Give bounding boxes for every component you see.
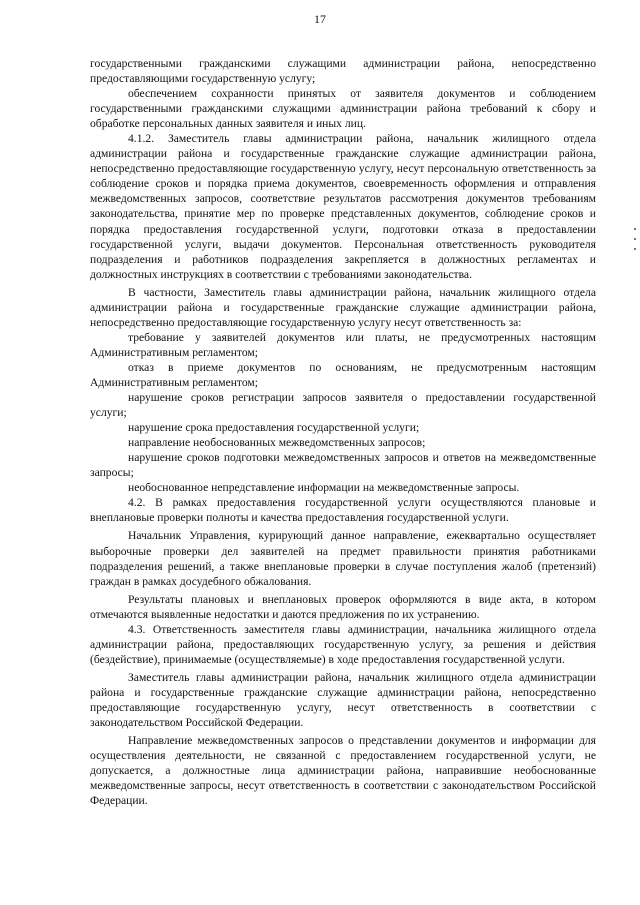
paragraph: 4.3. Ответственность заместителя главы администрации, начальника жилищного отдела администрации района, предоставляющих государственную услугу, за решения и действия (бездействие), принимаемые (осуществляемые) в ходе предоставления государственной услуги. (90, 622, 596, 666)
paragraph: нарушение сроков подготовки межведомственных запросов и ответов на межведомственные запросы; (90, 451, 596, 480)
document-body (90, 56, 596, 808)
paragraph: 4.2. В рамках предоставления государственной услуги осуществляются плановые и внеплановые проверки полноты и качества предоставления государственной услуги. (90, 496, 596, 525)
page-number: 17 (314, 12, 326, 26)
paragraph: отказ в приеме документов по основаниям, не предусмотренным настоящим Административным регламентом; (90, 360, 596, 389)
paragraph: Начальник Управления, курирующий данное направление, ежеквартально осуществляет выборочные проверки дел заявителей на предмет правильности принятия работниками подразделения решений, а также внеплановые проверки в случае поступления жалоб (претензий) граждан в рамках досудебного обжалования. (90, 529, 596, 588)
paragraph: Заместитель главы администрации района, начальник жилищного отдела администрации района и государственные гражданские служащие администрации района, непосредственно предоставляющие государственную услугу, несут ответственность в соответствии с законодательством Российской Федерации. (90, 670, 596, 730)
scan-speck (634, 248, 636, 250)
paragraph: необоснованное непредставление информации на межведомственные запросы. (128, 481, 520, 495)
paragraph: нарушение сроков регистрации запросов заявителя о предоставлении государственной услуги; (90, 391, 596, 420)
paragraph: В частности, Заместитель главы администрации района, начальник жилищного отдела администрации района и государственные гражданские служащие администрации района, непосредственно предоставляющие государственную услугу несут ответственность за: (90, 285, 596, 329)
scan-speck (634, 238, 636, 240)
paragraph: Результаты плановых и внеплановых проверок оформляются в виде акта, в котором отмечаются выявленные недостатки и даются предложения по их устранению. (90, 592, 596, 621)
paragraph: направление необоснованных межведомственных запросов; (128, 436, 426, 450)
paragraph: нарушение срока предоставления государственной услуги; (128, 421, 420, 435)
paragraph: обеспечением сохранности принятых от заявителя документов и соблюдением государственными гражданскими служащими администрации района требований к сбору и обработке персональных данных заявителя и иных лиц. (90, 87, 596, 131)
paragraph: Направление межведомственных запросов о представлении документов и информации для осуществления деятельности, не связанной с предоставлением государственной услуги, не допускается, а должностные лица администрации района, направившие необоснованные межведомственные запросы, несут ответственность в соответствии с законодательством Российской Федерации. (90, 734, 596, 808)
paragraph: 4.1.2. Заместитель главы администрации района, начальник жилищного отдела администрации района и государственные гражданские служащие администрации района, непосредственно предоставляющие государственную услугу, несут персональную ответственность за соблюдение сроков и порядка приема документов, своевременность оформления и отправления межведомственных запросов, соответствие результатов рассмотрения документов требованиям законодательства, принятие мер по проверке представленных документов, соблюдение сроков и порядка предоставления государственной услуги, подготовки отказа в предоставлении государственной услуги, выдачи документов. Персональная ответственность руководителя подразделения и работников подразделения закрепляется в должностных регламентах и должностных инструкциях в соответствии с требованиями законодательства. (90, 132, 596, 281)
scan-speck (634, 228, 636, 230)
paragraph: государственными гражданскими служащими администрации района, непосредственно предоставляющими государственную услугу; (90, 57, 596, 86)
paragraph: требование у заявителей документов или платы, не предусмотренных настоящим Административным регламентом; (90, 330, 596, 359)
